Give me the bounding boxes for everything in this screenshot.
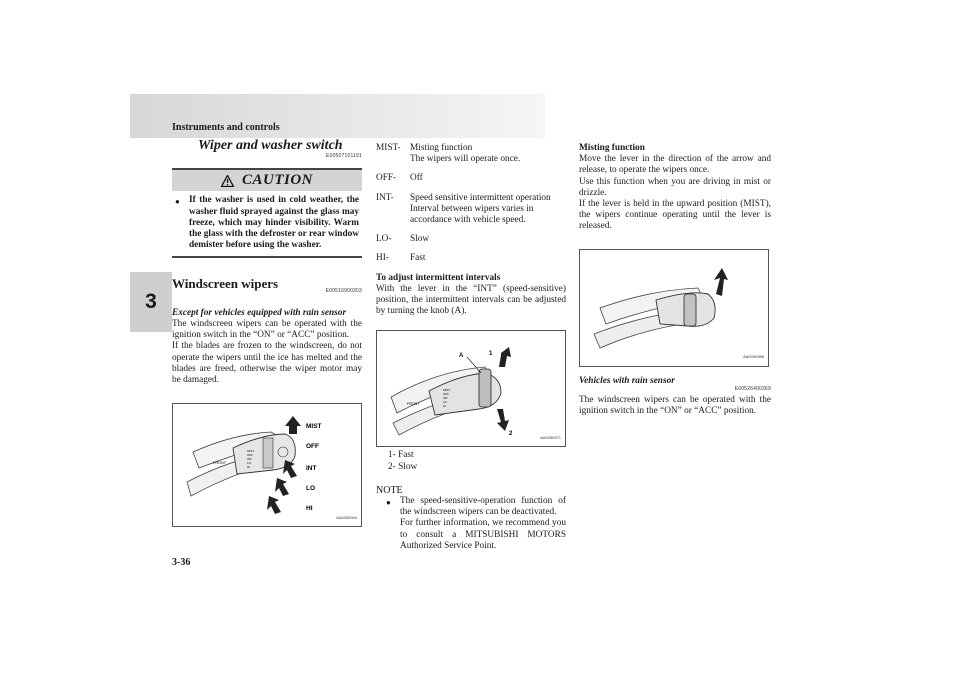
arrow-down-icon [275,478,289,496]
adjust-text: With the lever in the “INT” (speed-sensitive) position, the intermittent intervals can be adjusted by turning the knob (A). [376,283,566,317]
lever-off-text: OFF [247,453,253,458]
figure-misting [579,249,769,367]
mode-desc: Speed sensitive intermittent operation Interval between wipers varies in accordance with vehicle speed. [410,192,551,226]
note-text-1: The speed-sensitive-operation function of the windscreen wipers can be deactivated. [400,496,566,518]
knob-illustration [377,331,565,446]
lever-int-text: INT [247,457,252,462]
caution-word: CAUTION [241,172,313,189]
column-left [172,140,362,527]
lever-int-text: INT [443,396,448,401]
warning-triangle-icon [221,175,234,187]
mode-label-int: INT [306,465,317,473]
arrow-up-icon [285,416,301,434]
knob-label-a: A [459,353,464,360]
rain-sensor-text: The windscreen wipers can be operated with the ignition switch in the “ON” or “ACC” position. [579,395,771,417]
adjust-title: To adjust intermittent intervals [376,272,501,283]
note-body [386,496,566,552]
section-code: E00507101191 [326,153,362,160]
lever-front-text: FRONT [407,402,420,407]
mode-label-off: OFF [306,443,319,451]
knob-label-1: 1 [489,351,493,358]
note-text-2: For further information, we recommend you to consult a MITSUBISHI MOTORS Authorized Service Point. [400,518,566,551]
mode-label-lo: LO [306,485,316,493]
misting-para1: Move the lever in the direction of the arrow and release, to operate the wipers once. [579,154,771,176]
arrow-down-icon [283,460,297,478]
mode-desc: Off [410,173,423,184]
page-number: 3-36 [172,557,191,568]
lever-mist-text: MIST [247,449,255,454]
knob-label-2: 2 [509,431,513,438]
misting-para2: Use this function when you are driving in mist or drizzle. [579,176,771,198]
mode-label-hi: HI [306,505,313,513]
misting-title: Misting function [579,143,645,153]
caution-body [172,191,362,256]
mode-key: LO- [376,234,392,245]
legend-item: 2- Slow [388,461,418,472]
column-right [579,143,771,417]
windscreen-subheading: Except for vehicles equipped with rain sensor [172,307,347,318]
arrow-down-icon [267,496,281,514]
lever-front-text: FRONT [213,461,227,466]
header-title: Instruments and controls [172,122,280,133]
windscreen-para1: The windscreen wipers can be operated with the ignition switch in the “ON” or “ACC” position. [172,319,362,341]
section-title: Wiper and washer switch [198,138,343,153]
arrow-up-icon [714,268,728,296]
bullet-icon: ● [386,498,391,508]
figure-code: AA0050944 [336,515,357,521]
caution-box [172,168,362,258]
mode-label-mist: MIST [306,423,322,431]
lever-lo-text: LO [443,400,448,405]
figure-code: AA0050971 [540,435,561,441]
windscreen-code: E00516900303 [325,287,362,294]
figure-knob [376,330,566,447]
misting-para3: If the lever is held in the upward position (MIST), the wipers continue operating until the lever is released. [579,199,771,232]
lever-mist-text: MIST [443,388,451,393]
misting-lever-illustration [580,250,768,366]
arrow-up-icon [499,347,511,367]
arrow-down-icon [497,409,509,431]
rain-sensor-title: Vehicles with rain sensor [579,375,675,386]
note-title: NOTE [376,484,403,496]
mode-key: HI- [376,253,389,264]
lever-lo-text: LO [247,461,252,466]
windscreen-title: Windscreen wipers [172,276,279,292]
mode-key: INT- [376,192,394,203]
mode-list [376,143,566,265]
caution-header [172,170,362,191]
windscreen-para2: If the blades are frozen to the windscreen, do not operate the wipers until the ice has melted and the blades are freed, otherwise the wiper motor may be damaged. [172,341,362,386]
legend-item: 1- Fast [388,450,414,461]
mode-desc: Fast [410,253,426,264]
bullet-icon: ● [175,197,180,207]
lever-hi-text: HI [443,404,446,409]
chapter-tab: 3 [130,272,172,332]
wiper-lever-illustration [173,404,361,526]
lever-off-text: OFF [443,392,449,397]
mode-key: MIST- [376,143,401,153]
figure-wiper-modes [172,403,362,527]
mode-key: OFF- [376,173,397,184]
lever-hi-text: HI [247,465,250,470]
mode-desc: Misting function The wipers will operate once. [410,143,521,165]
column-middle [376,143,566,552]
mode-desc: Slow [410,234,430,245]
knob-legend [388,450,566,472]
rain-sensor-code: E00526400369 [734,385,771,392]
caution-text: If the washer is used in cold weather, the washer fluid sprayed against the glass may freeze, which may hinder visibility. Warm the glass with the defroster or rear window demister before using the washer. [189,195,359,251]
figure-code: AA0050986 [743,354,764,360]
